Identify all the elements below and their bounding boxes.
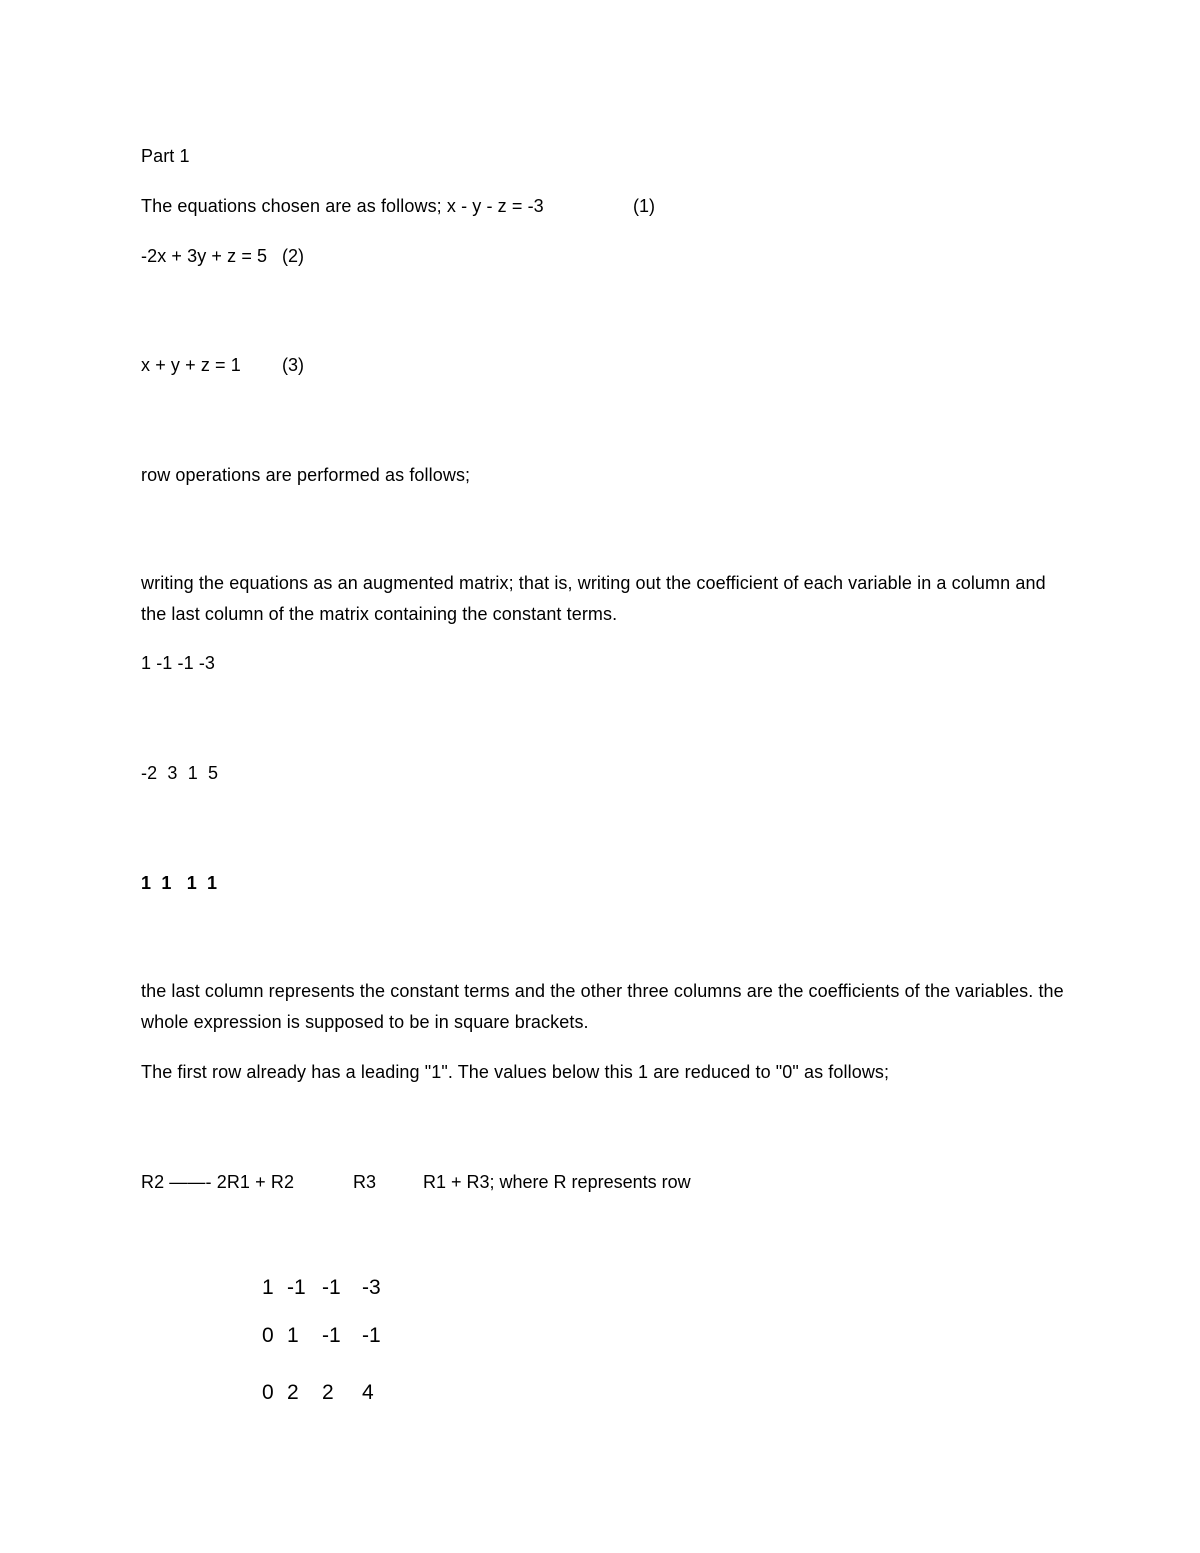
matrix-row-3: 1 1 1 1 [141,873,218,893]
equation-1: The equations chosen are as follows; x - y - z = -3 [141,196,544,216]
reduced-cell: 0 [262,1324,274,1347]
matrix-row-1: 1 -1 -1 -3 [141,653,216,673]
equation-3-tag: (3) [282,355,304,375]
equation-3: x + y + z = 1 [141,355,241,375]
last-column-note: the last column represents the constant terms and the other three columns are the coefficients of the variables. the whole expression is supposed to be in square brackets. [141,981,1064,1032]
equation-2: -2x + 3y + z = 5 [141,246,268,266]
operation-r3-label: R3 [353,1172,377,1192]
augmented-matrix-intro: writing the equations as an augmented matrix; that is, writing out the coefficient of each variable in a column and the last column of the matrix containing the constant terms. [141,573,1046,624]
reduced-cell: -1 [287,1276,306,1299]
reduced-cell: -1 [322,1276,341,1299]
reduced-cell: -1 [322,1324,341,1347]
reduced-cell: -1 [362,1324,381,1347]
reduced-cell: 2 [287,1381,299,1404]
reduced-cell: 1 [287,1324,299,1347]
reduced-cell: -3 [362,1276,381,1299]
operation-r2: R2 ——- 2R1 + R2 [141,1172,295,1192]
heading-part-1: Part 1 [141,146,190,166]
matrix-row-2: -2 3 1 5 [141,763,219,783]
reduced-cell: 1 [262,1276,274,1299]
operation-r3-rest: R1 + R3; where R represents row [423,1172,691,1192]
row-operations-intro: row operations are performed as follows; [141,465,471,485]
reduced-cell: 4 [362,1381,374,1404]
equation-2-tag: (2) [282,246,304,266]
equation-1-tag: (1) [633,196,655,216]
reduced-cell: 0 [262,1381,274,1404]
first-row-note: The first row already has a leading "1". The values below this 1 are reduced to "0" as follows; [141,1062,890,1082]
reduced-cell: 2 [322,1381,334,1404]
